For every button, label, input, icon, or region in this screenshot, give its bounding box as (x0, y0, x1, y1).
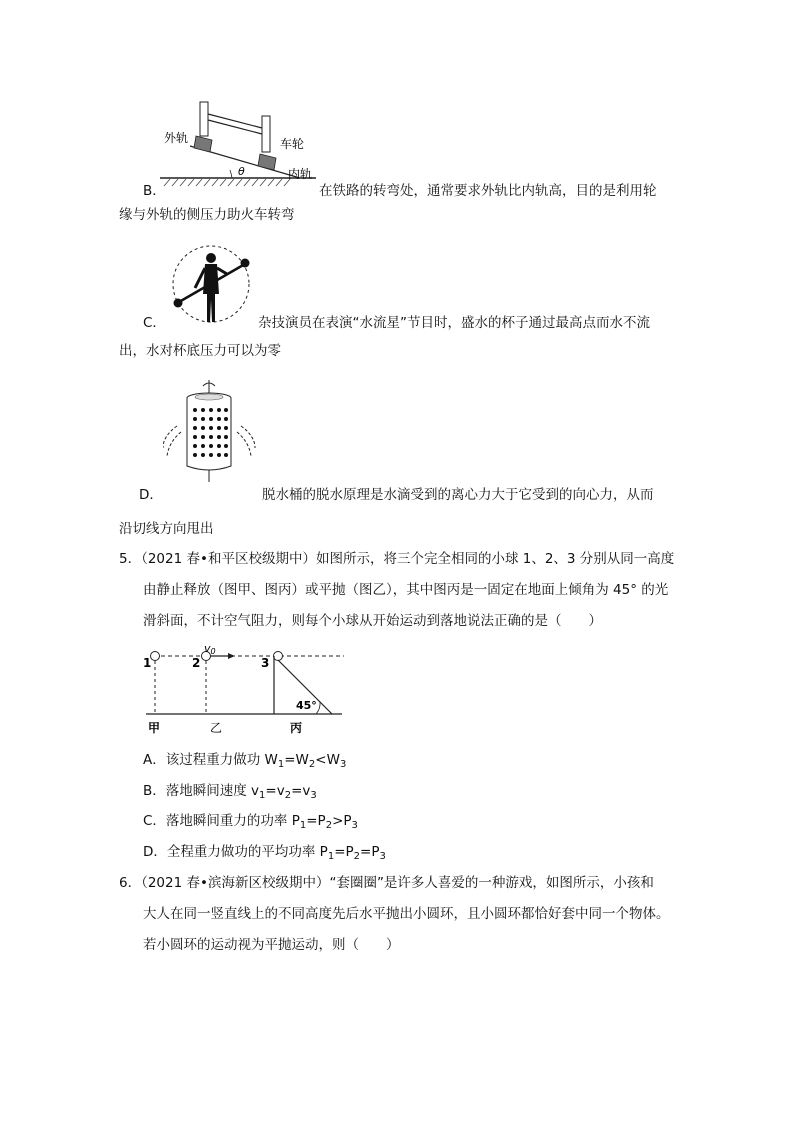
mid: =v (265, 783, 285, 799)
ball-3-label: 3 (261, 656, 270, 670)
mid: =P (360, 844, 380, 860)
sub: 3 (339, 759, 347, 770)
q5-option-d-prefix: D．全程重力做功的平均功率 P (143, 844, 328, 860)
option-d-text2: 沿切线方向甩出 (119, 521, 214, 537)
option-b-letter: B． (143, 183, 166, 199)
q5-stem-line3: 滑斜面，不计空气阻力，则每个小球从开始运动到落地说法正确的是（ ） (143, 613, 602, 629)
ball-2-label: 2 (192, 656, 201, 670)
option-d-text1: 脱水桶的脱水原理是水滴受到的离心力大于它受到的向心力，从而 (262, 487, 654, 503)
sub: 2 (325, 820, 333, 831)
q5-option-a-prefix: A．该过程重力做功 W (143, 752, 278, 768)
mid: =P (334, 844, 354, 860)
option-c-text1: 杂技演员在表演“水流星”节目时，盛水的杯子通过最高点而水不流 (258, 315, 650, 331)
sub: 2 (308, 759, 316, 770)
option-c-text2: 出，水对杯底压力可以为零 (119, 343, 281, 359)
q5-stem-line1: 5．（2021 春•和平区校级期中）如图所示，将三个完全相同的小球 1、2、3 分别从同一高度 (119, 551, 675, 567)
sub: 1 (299, 820, 307, 831)
option-b-text1: 在铁路的转弯处，通常要求外轨比内轨高，目的是利用轮 (319, 183, 657, 199)
option-c-letter: C． (143, 315, 166, 331)
theta-label: θ (238, 165, 245, 178)
spin-dryer-figure (163, 376, 263, 484)
sub: 2 (284, 790, 292, 801)
option-d-letter: D． (139, 487, 163, 503)
q5-option-c-prefix: C．落地瞬间重力的功率 P (143, 813, 300, 829)
outer-rail-label: 外轨 (164, 131, 189, 145)
ball-1-label: 1 (143, 656, 152, 670)
option-b-text2: 缘与外轨的侧压力助火车转弯 (119, 207, 295, 223)
sub: 2 (353, 851, 361, 862)
sub: 1 (259, 790, 266, 801)
sub: 3 (310, 790, 317, 801)
v0-label: v0 (204, 642, 216, 656)
q6-stem-line3: 若小圆环的运动视为平抛运动，则（ ） (143, 937, 400, 953)
q6-stem-line2: 大人在同一竖直线上的不同高度先后水平抛出小圆环，且小圆环都恰好套中同一个物体。 (143, 906, 670, 922)
mid: =W (284, 752, 309, 768)
sub: 3 (379, 851, 386, 862)
angle-label: 45° (296, 699, 317, 712)
figure-yi-label: 乙 (210, 721, 223, 735)
q5-stem-line2: 由静止释放（图甲、图丙）或平抛（图乙），其中图丙是一固定在地面上倾角为 45° 的光 (143, 582, 669, 598)
q6-stem-line1: 6．（2021 春•滨海新区校级期中）“套圈圈”是许多人喜爱的一种游戏，如图所示，小孩和 (119, 875, 654, 891)
mid: =v (291, 783, 311, 799)
q5-option-b[interactable] (143, 781, 317, 806)
q5-option-d[interactable] (143, 842, 386, 867)
option-b-line1 (143, 181, 166, 201)
inner-rail-label: 内轨 (288, 167, 313, 181)
three-balls-figure (140, 642, 352, 738)
sub: 1 (327, 851, 335, 862)
figure-jia-label: 甲 (148, 721, 161, 735)
sub: 1 (277, 759, 285, 770)
water-meteor-figure (165, 242, 257, 330)
q5-option-c[interactable] (143, 811, 358, 836)
mid: >P (332, 813, 352, 829)
figure-bing-label: 丙 (290, 721, 303, 735)
wheel-label: 车轮 (280, 137, 305, 151)
railway-curve-figure (160, 96, 320, 188)
mid: =P (306, 813, 326, 829)
sub: 3 (351, 820, 358, 831)
mid: <W (315, 752, 340, 768)
q5-option-b-prefix: B．落地瞬间速度 v (143, 783, 260, 799)
q5-option-a[interactable] (143, 750, 346, 775)
